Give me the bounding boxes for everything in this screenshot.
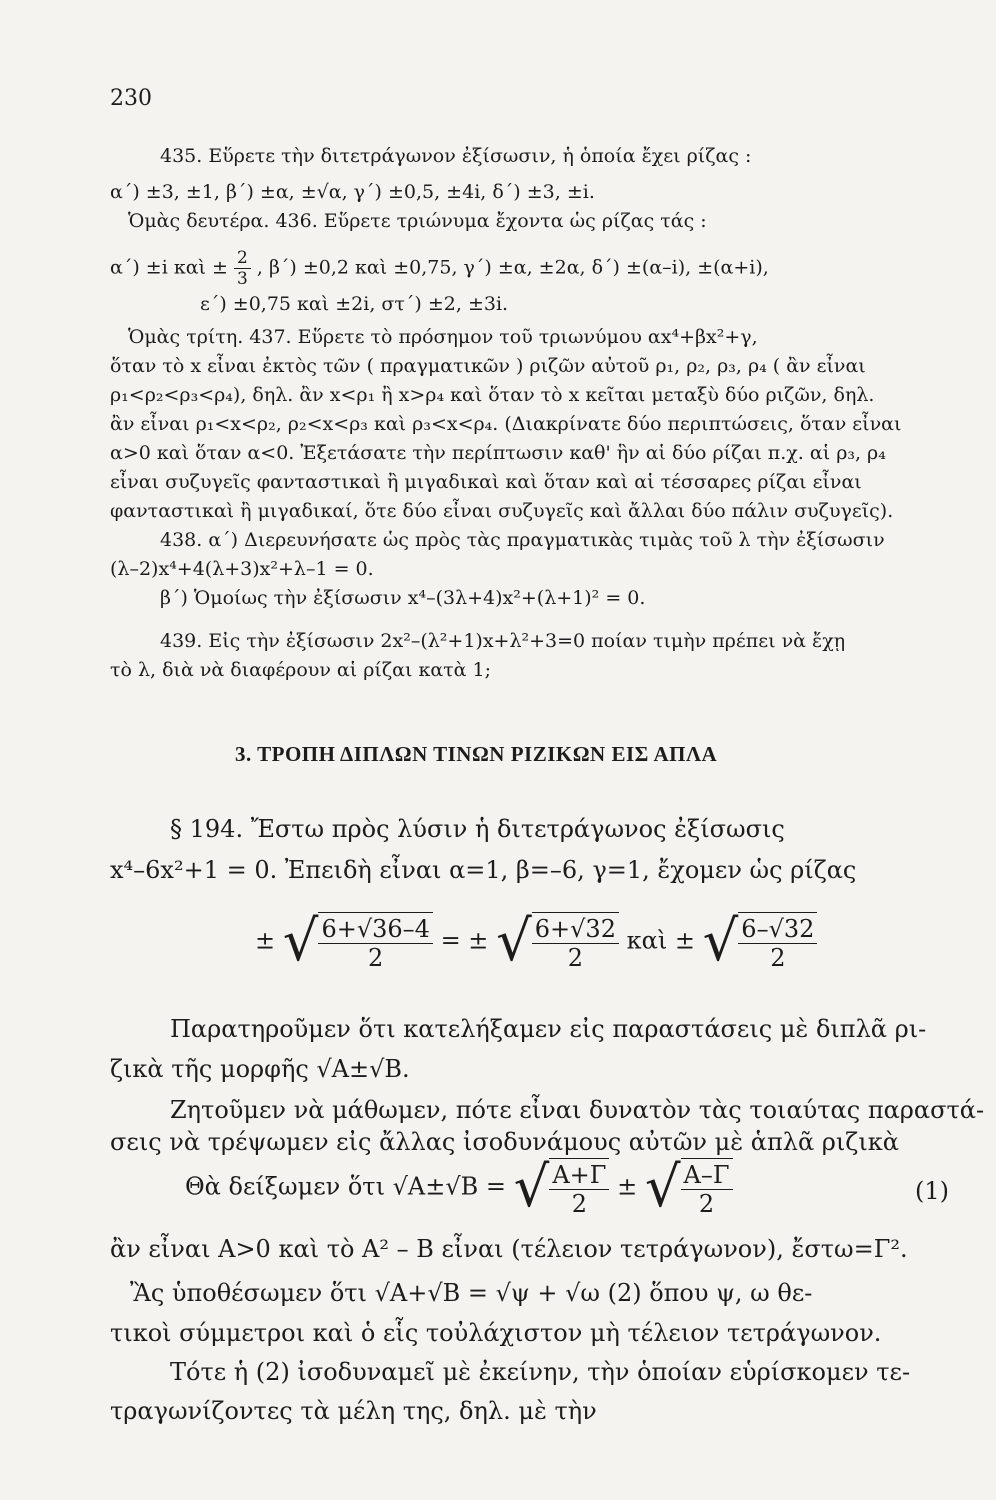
section-heading: 3. ΤΡΟΠΗ ΔΙΠΛΩΝ ΤΙΝΩΝ ΡΙΖΙΚΩΝ ΕΙΣ ΑΠΛΑ xyxy=(235,742,718,766)
radical-a-plus-g xyxy=(513,1155,610,1220)
paragraph-then-line1: Τότε ἡ (2) ἰσοδυναμεῖ μὲ ἐκείνην, τὴν ὁποίαν εὑρίσκομεν τε- xyxy=(170,1358,911,1386)
exercise-437-line6: εἶναι συζυγεῖς φανταστικαὶ ἢ μιγαδικαὶ καὶ ὅταν καὶ αἱ τέσσαρες ρίζαι εἶναι xyxy=(110,471,862,493)
radical-2 xyxy=(496,909,619,974)
and-plus-minus: καὶ ± xyxy=(626,926,695,955)
radical-1-fraction xyxy=(318,915,432,972)
paragraph-194-line2: x⁴–6x²+1 = 0. Ἐπειδὴ εἶναι α=1, β=–6, γ=1, ἔχομεν ὡς ρίζας xyxy=(110,856,857,884)
radical-3-denominator: 2 xyxy=(770,944,786,972)
radical-2-fraction xyxy=(532,915,619,972)
radical-a-minus-g xyxy=(644,1155,733,1220)
paragraph-suppose-line2: τικοὶ σύμμετροι καὶ ὁ εἷς τοὐλάχιστον μὴ τέλειον τετράγωνον. xyxy=(110,1319,882,1347)
fraction-denominator: 3 xyxy=(236,269,248,289)
exercise-436-roots-e: ε΄) ±0,75 καὶ ±2i, στ΄) ±2, ±3i. xyxy=(200,293,509,315)
form-text: ζικὰ τῆς μορφῆς xyxy=(110,1055,317,1083)
plus-minus-sign: ± xyxy=(255,926,276,955)
fraction-numerator: 2 xyxy=(234,248,251,269)
exercise-437-line3: ρ₁<ρ₂<ρ₃<ρ₄), δηλ. ἂν x<ρ₁ ἢ x>ρ₄ καὶ ὅταν τὸ x κεῖται μεταξὺ δύο ριζῶν, δηλ. xyxy=(110,384,875,406)
radical-sign: √ xyxy=(702,909,739,974)
numerator-a-minus-g: A–Γ xyxy=(681,1161,733,1190)
radical-1-denominator: 2 xyxy=(368,944,384,972)
roots-text-a: α΄) ±i καὶ ± xyxy=(110,256,228,279)
fraction-a-minus-g xyxy=(681,1161,733,1218)
identity-left-side: Θὰ δείξωμεν ὅτι √A±√B = xyxy=(185,1172,507,1201)
equals-plus-minus: = ± xyxy=(440,926,489,955)
paragraph-suppose-line1: Ἂς ὑποθέσωμεν ὅτι √A+√B = √ψ + √ω (2) ὅπου ψ, ω θε- xyxy=(130,1279,813,1307)
paragraph-seek-line1: Ζητοῦμεν νὰ μάθωμεν, πότε εἶναι δυνατὸν τὰς τοιαύτας παραστά- xyxy=(170,1096,985,1124)
double-radical-form: √A±√B. xyxy=(316,1055,410,1083)
exercise-437-line4: ἂν εἶναι ρ₁<x<ρ₂, ρ₂<x<ρ₃ καὶ ρ₃<x<ρ₄. (Διακρίνατε δύο περιπτώσεις, ὅταν εἶναι xyxy=(110,413,902,435)
radical-3 xyxy=(702,909,818,974)
fraction-a-plus-g xyxy=(549,1161,609,1218)
exercise-437-line: Ὁμὰς τρίτη. 437. Εὕρετε τὸ πρόσημον τοῦ τριωνύμου αx⁴+βx²+γ, xyxy=(128,326,758,348)
exercise-439-line: 439. Εἰς τὴν ἐξίσωσιν 2x²–(λ²+1)x+λ²+3=0 ποίαν τιμὴν πρέπει νὰ ἔχῃ xyxy=(160,630,846,652)
exercise-436-line: Ὁμὰς δευτέρα. 436. Εὕρετε τριώνυμα ἔχοντα ὡς ρίζας τάς : xyxy=(128,210,707,232)
numerator-a-plus-g: A+Γ xyxy=(549,1161,609,1190)
radical-sign: √ xyxy=(282,909,319,974)
paragraph-194-line1: § 194. Ἔστω πρὸς λύσιν ἡ διτετράγωνος ἐξίσωσις xyxy=(170,815,785,843)
paragraph-condition: ἂν εἶναι A>0 καὶ τὸ A² – B εἶναι (τέλειον τετράγωνον), ἔστω=Γ². xyxy=(110,1235,908,1263)
paragraph-then-line2: τραγωνίζοντες τὰ μέλη της, δηλ. μὲ τὴν xyxy=(110,1397,597,1425)
radical-1 xyxy=(282,909,433,974)
page-number: 230 xyxy=(110,86,152,111)
exercise-437-line7: φανταστικαὶ ἢ μιγαδικαί, ὅτε δύο εἶναι συζυγεῖς καὶ ἄλλαι δύο πάλιν συζυγεῖς). xyxy=(110,500,894,522)
plus-minus-sign: ± xyxy=(617,1172,638,1201)
radical-2-denominator: 2 xyxy=(567,944,583,972)
identity-equation xyxy=(185,1155,733,1220)
exercise-435-roots: α΄) ±3, ±1, β΄) ±α, ±√α, γ΄) ±0,5, ±4i, δ΄) ±3, ±i. xyxy=(110,181,595,203)
radical-sign: √ xyxy=(513,1155,550,1220)
denominator-two: 2 xyxy=(571,1190,588,1218)
radical-1-numerator: 6+√36–4 xyxy=(318,915,432,944)
exercise-439-line2: τὸ λ, διὰ νὰ διαφέρουν αἱ ρίζαι κατὰ 1; xyxy=(110,659,492,681)
exercise-436-roots-a xyxy=(110,248,769,289)
denominator-two: 2 xyxy=(698,1190,715,1218)
exercise-437-line5: α>0 καὶ ὅταν α<0. Ἐξετάσατε τὴν περίπτωσιν καθ' ἣν αἱ δύο ρίζαι π.χ. αἱ ρ₃, ρ₄ xyxy=(110,442,886,464)
paragraph-observe-line2 xyxy=(110,1052,410,1086)
radical-3-fraction xyxy=(738,915,817,972)
radical-2-numerator: 6+√32 xyxy=(532,915,619,944)
radical-3-numerator: 6–√32 xyxy=(738,915,817,944)
exercise-435-line: 435. Εὕρετε τὴν διτετράγωνον ἐξίσωσιν, ἡ ὁποία ἔχει ρίζας : xyxy=(160,145,752,167)
exercise-438-equation-a: (λ–2)x⁴+4(λ+3)x²+λ–1 = 0. xyxy=(110,558,374,580)
exercise-438-equation-b: β΄) Ὁμοίως τὴν ἐξίσωσιν x⁴–(3λ+4)x²+(λ+1)² = 0. xyxy=(160,587,646,609)
radical-sign: √ xyxy=(496,909,532,974)
exercise-438-line: 438. α΄) Διερευνήσατε ὡς πρὸς τὰς πραγματικὰς τιμὰς τοῦ λ τὴν ἐξίσωσιν xyxy=(160,529,885,551)
fraction-two-thirds xyxy=(234,248,251,289)
paragraph-observe-line1: Παρατηροῦμεν ὅτι κατελήξαμεν εἰς παραστάσεις μὲ διπλᾶ ρι- xyxy=(170,1015,927,1043)
paragraph-seek-line2: σεις νὰ τρέψωμεν εἰς ἄλλας ἰσοδυνάμους αὐτῶν μὲ ἁπλᾶ ριζικὰ xyxy=(110,1128,899,1156)
roots-equation xyxy=(255,909,817,974)
radical-sign: √ xyxy=(644,1155,681,1220)
equation-tag-1: (1) xyxy=(915,1177,949,1205)
roots-text-b: , β΄) ±0,2 καὶ ±0,75, γ΄) ±α, ±2α, δ΄) ±(α–i), ±(α+i), xyxy=(256,256,769,279)
exercise-437-line2: ὅταν τὸ x εἶναι ἐκτὸς τῶν ( πραγματικῶν ) ριζῶν αὐτοῦ ρ₁, ρ₂, ρ₃, ρ₄ ( ἂν εἶναι xyxy=(110,355,866,377)
